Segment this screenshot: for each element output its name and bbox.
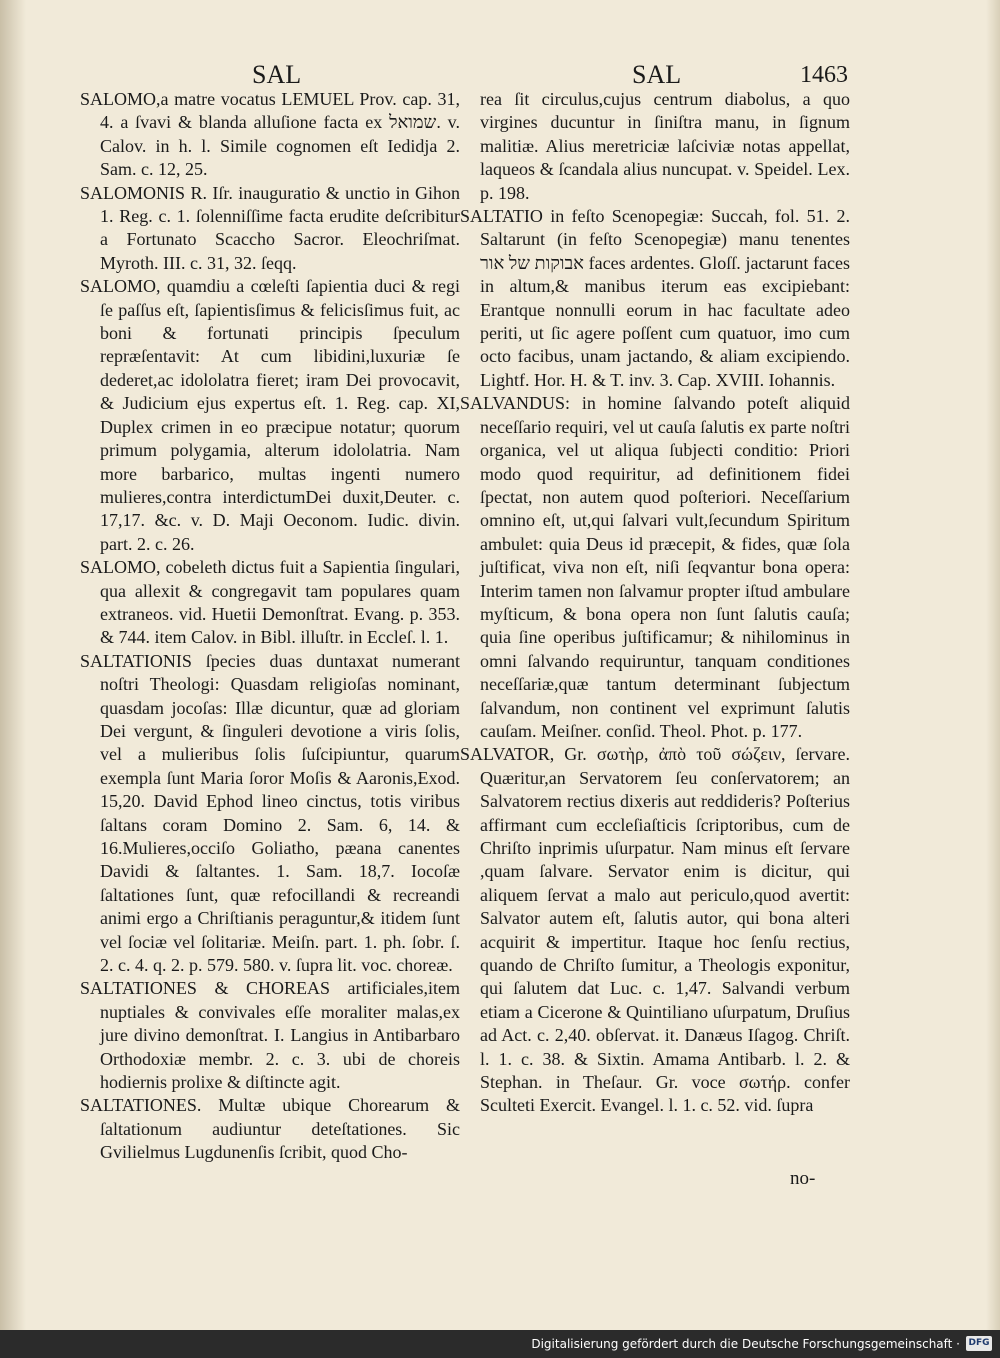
right-column bbox=[460, 88, 850, 1118]
page-number: 1463 bbox=[800, 62, 848, 88]
edge-shadow bbox=[986, 0, 1000, 1330]
header-left: SAL bbox=[252, 60, 302, 89]
entry-saltationes: SALTATIONES. Multæ ubique Chorearum & ſaltationum audiuntur deteſtationes. Sic Gvilielmus Lugdunenſis ſcribit, quod Cho- bbox=[80, 1095, 460, 1163]
footer-bar bbox=[0, 1330, 1000, 1358]
left-column bbox=[80, 88, 460, 1165]
entry-saltationis-species: SALTATIONIS ſpecies duas duntaxat numerant noſtri Theologi: Quasdam religioſas nominant, quasdam jocoſas: Illæ dicuntur, quæ ad gloriam Dei vergunt, & ſinguleri devotione a viris ſolis, vel a mulieribus ſolis ſuſcipiuntur, quarum exempla ſunt Maria ſoror Moſis & Aaronis,Exod. 15,20. David Ephod lineo cinctus, totis viribus ſaltans coram Domino 2. Sam. 6, 14. & 16.Mulieres,occiſo Goliatho, pæana canentes Davidi & ſaltantes. 1. Sam. 18,7. Iocoſæ ſaltationes ſunt, quæ refocillandi & recreandi animi ergo a Chriſtianis peraguntur,& itidem ſunt vel ſociæ vel ſolitariæ. Meiſn. part. 1. ph. ſobr. ſ. 2. c. 4. q. 2. p. 579. 580. v. ſupra lit. voc. choreæ. bbox=[80, 650, 460, 976]
catchword: no- bbox=[790, 1168, 816, 1189]
header-right: SAL bbox=[632, 60, 682, 89]
entry-saltatio-scenopegia: SALTATIO in feſto Scenopegiæ: Succah, fol. 51. 2. Saltarunt (in feſto Scenopegiæ) manu tenentes אבוקות של אור faces ardentes. Gloſſ. jactarunt faces in altum,& manibus iterum eas excipiebant: Erantque nonnulli eorum in hac facultate adeo periti, ut ſic agere poſſent cum quatuor, imo cum octo facibus, unam jactando, & aliam excipiendo. Lightf. Hor. H. & T. inv. 3. Cap. XVIII. Iohannis. bbox=[460, 206, 850, 390]
footer-credit: Digitalisierung gefördert durch die Deutsche Forschungsgemeinschaft · bbox=[531, 1337, 960, 1351]
gutter-shadow bbox=[0, 0, 26, 1330]
entry-saltationes-choreas: SALTATIONES & CHOREAS artificiales,item nuptiales & convivales eſſe moraliter malas,ex jure divino demonſtrat. I. Langius in Antibarbaro Orthodoxiæ membr. 2. c. 3. ubi de choreis hodiernis prolixe & diſtincte agit. bbox=[80, 978, 460, 1093]
entry-salomonis-inauguratio: SALOMONIS R. Iſr. inauguratio & unctio in Gihon 1. Reg. c. 1. ſolenniſſime facta erudite deſcribitur a Fortunato Scaccho Sacror. Eleochriſmat. Myroth. III. c. 31, 32. ſeqq. bbox=[80, 182, 460, 273]
continuation-text: rea ſit circulus,cujus centrum diabolus, a quo virgines ducuntur in ſiniſtra manu, in ſignum malitiæ. Alius meretriciæ laſciviæ notas appellat, laqueos & ſcandala alius nuncupat. v. Speidel. Lex. p. 198. bbox=[480, 89, 850, 203]
entry-salomo-sapientia: SALOMO, quamdiu a cœleſti ſapientia duci & regi ſe paſſus eſt, ſapientisſimus & felicisſimus fuit, ac boni & fortunati principis ſpeculum repræſentavit: At cum libidini,luxuriæ ſe dederet,ac idololatra fieret; iram Dei provocavit, & Judicium ejus expertus eſt. 1. Reg. cap. XI, Duplex crimen in eo præcipue notatur; quorum primum polygamia, alterum idololatria. Nam more barbarico, multas ingenti numero mulieres,contra interdictumDei duxit,Deuter. c. 17,17. &c. v. D. Maji Oeconom. Iudic. divin. part. 2. c. 26. bbox=[80, 276, 460, 554]
entry-salomo-lemuel: SALOMO,a matre vocatus LEMUEL Prov. cap. 31, 4. a ſvavi & blanda alluſione facta ex שמואל. v. Calov. in h. l. Simile cognomen eſt Iedidja 2. Sam. c. 12, 25. bbox=[80, 89, 460, 180]
entry-salomo-cobeleth: SALOMO, cobeleth dictus fuit a Sapientia ſingulari, qua allexit & congregavit tam populares quam extraneos. vid. Huetii Demonſtrat. Evang. p. 353. & 744. item Calov. in Bibl. illuſtr. in Eccleſ. l. 1. bbox=[80, 557, 460, 648]
entry-salvator: SALVATOR, Gr. σωτὴρ, ἀπὸ τοῦ σώζειν, ſervare. Quæritur,an Servatorem ſeu conſervatorem; an Salvatorem rectius dixeris aut reddideris? Poſterius affirmant cum eccleſiaſticis ſcriptoribus, cum de Chriſto inprimis uſurpatur. Nam minus eſt ſervare ,quam ſalvare. Servator enim is dicitur, qui aliquem ſervat a malo aut periculo,quod avertit: Salvator autem eſt, ſalutis autor, qui bona alteri acquirit & impertitur. Itaque hoc ſenſu rectius, quando de Chriſto ſumitur, a Theologis exponitur, qui ſalutem dat Luc. c. 1,47. Salvandi verbum etiam a Cicerone & Quintiliano uſurpatum, Druſius ad Act. c. 2,40. obſervat. it. Danæus Iſagog. Chriſt. l. 1. c. 38. & Sixtin. Amama Antibarb. l. 2. & Stephan. in Theſaur. Gr. voce σωτήρ. confer Sculteti Exercit. Evangel. l. 1. c. 52. vid. ſupra bbox=[460, 744, 850, 1116]
dfg-logo: DFG bbox=[966, 1336, 992, 1351]
entry-salvandus: SALVANDUS: in homine ſalvando poteſt aliquid neceſſario requiri, vel ut cauſa ſalutis ex parte noſtri organica, vel ut aliqua ſubjecti conditio: Priori modo quod requiritur, ad definitionem fidei ſpectat, non autem quod poſteriori. Neceſſarium omnino eſt, ut,qui ſalvari vult,ſecundum Spiritum ambulet: quia Deus id præcepit, & fides, quæ ſola juſtificat, viva non eſt, niſi ſeqvantur bona opera: Interim tamen non ſalvamur propter iſtud ambulare myſticum, & bona opera non ſunt ſalutis cauſa; quia ſine operibus juſtificamur; & nihilominus in omni ſalvando requiruntur, tanquam conditiones neceſſariæ,quæ tantum determinant ſubjectum ſalvandum, non continent vel exprimunt ſalutis cauſam. Meiſner. conſid. Theol. Phot. p. 177. bbox=[460, 393, 850, 741]
